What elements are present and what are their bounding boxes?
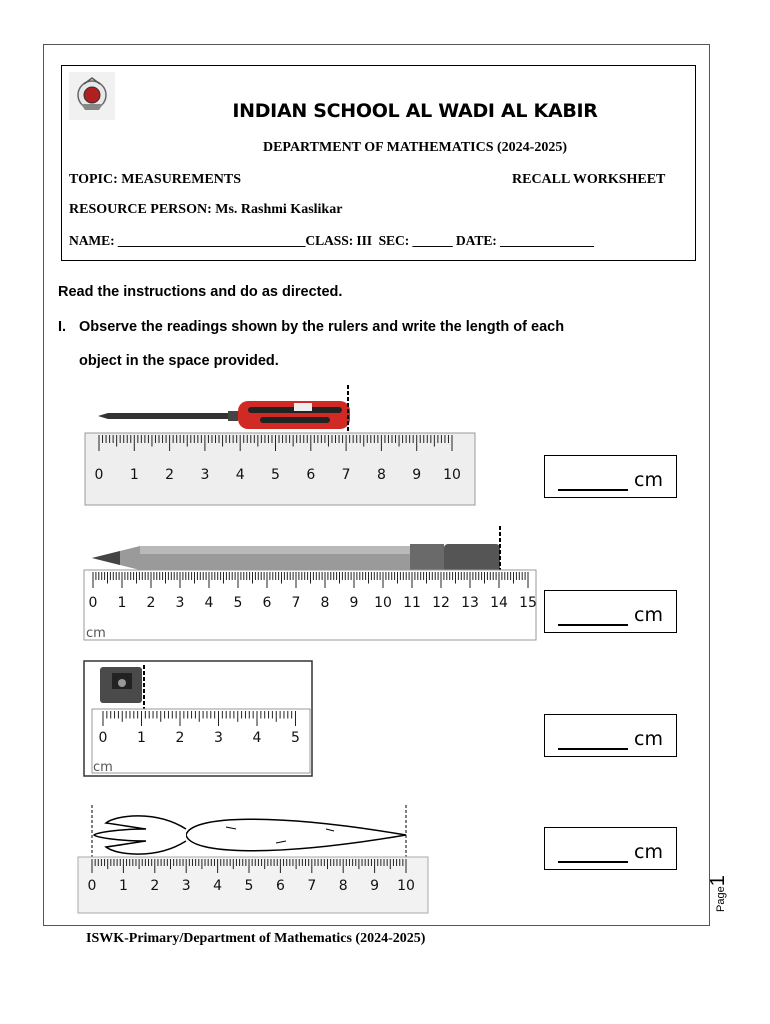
sharpener-figure: [84, 661, 316, 779]
unit-label: cm: [634, 469, 663, 491]
ruler-number: 14: [490, 595, 508, 611]
ruler-number: 8: [320, 595, 330, 611]
ruler-number: 4: [204, 595, 214, 611]
ruler-number: 7: [341, 467, 351, 483]
ruler-number: 5: [244, 878, 254, 894]
ruler-number: 0: [98, 730, 108, 746]
answer-box-1[interactable]: [544, 455, 677, 498]
screwdriver-icon: [98, 401, 350, 429]
ruler-number: 10: [443, 467, 461, 483]
ruler-number: 4: [213, 878, 223, 894]
ruler-number: 13: [461, 595, 479, 611]
topic-label: TOPIC: MEASUREMENTS: [69, 172, 242, 187]
ruler-number: 15: [519, 595, 537, 611]
carrot-icon: [94, 816, 406, 854]
department-title: DEPARTMENT OF MATHEMATICS (2024-2025): [262, 140, 567, 155]
ruler-number: 0: [88, 595, 98, 611]
worksheet-label: RECALL WORKSHEET: [512, 172, 666, 187]
page-label: Page: [715, 886, 727, 912]
question-number: I.: [58, 319, 67, 335]
school-title: INDIAN SCHOOL AL WADI AL KABIR: [232, 100, 598, 122]
ruler-number: 1: [129, 467, 139, 483]
pencil-icon: [92, 544, 500, 572]
unit-label: cm: [634, 728, 663, 750]
answer-box-3[interactable]: [544, 714, 677, 757]
answer-box-4[interactable]: [544, 827, 677, 870]
ruler-number: 0: [87, 878, 97, 894]
ruler-number: 11: [403, 595, 421, 611]
ruler-number: 0: [94, 467, 104, 483]
footer: ISWK-Primary/Department of Mathematics (2024-2025): [86, 931, 426, 946]
ruler-number: 10: [374, 595, 392, 611]
ruler-number: 9: [412, 467, 422, 483]
ruler-number: 7: [291, 595, 301, 611]
ruler-3-unit: cm: [93, 760, 113, 775]
carrot-figure: [76, 805, 436, 915]
unit-label: cm: [634, 841, 663, 863]
sharpener-icon: [100, 667, 142, 703]
ruler-number: 2: [165, 467, 175, 483]
screwdriver-figure: [80, 385, 480, 510]
ruler-number: 1: [118, 878, 128, 894]
ruler-number: 6: [275, 878, 285, 894]
student-info-line[interactable]: NAME: ____________________________CLASS: III SEC: ______ DATE: ______________: [69, 233, 594, 248]
ruler-number: 3: [214, 730, 223, 746]
ruler-number: 12: [432, 595, 450, 611]
pencil-figure: [80, 526, 540, 641]
ruler-number: 8: [338, 878, 348, 894]
ruler-number: 5: [271, 467, 280, 483]
page-number: [707, 875, 730, 912]
ruler-number: 7: [307, 878, 317, 894]
ruler-number: 3: [200, 467, 210, 483]
question-text-line2: object in the space provided.: [79, 353, 279, 369]
unit-label: cm: [634, 604, 663, 626]
question-text-line1: Observe the readings shown by the rulers and write the length of each: [79, 319, 565, 335]
ruler-number: 2: [150, 878, 160, 894]
ruler-number: 9: [349, 595, 359, 611]
ruler-number: 4: [235, 467, 245, 483]
ruler-number: 3: [175, 595, 185, 611]
ruler-number: 10: [397, 878, 415, 894]
ruler-number: 5: [291, 730, 300, 746]
ruler-number: 1: [137, 730, 146, 746]
ruler-number: 2: [146, 595, 156, 611]
ruler-number: 8: [376, 467, 386, 483]
ruler-number: 6: [262, 595, 272, 611]
instructions: Read the instructions and do as directed.: [58, 284, 343, 300]
ruler-number: 9: [370, 878, 380, 894]
resource-person: RESOURCE PERSON: Ms. Rashmi Kaslikar: [69, 202, 343, 217]
ruler-number: 2: [175, 730, 185, 746]
ruler-number: 5: [233, 595, 243, 611]
ruler-number: 3: [181, 878, 191, 894]
ruler-number: 4: [252, 730, 262, 746]
ruler-2-unit: cm: [86, 626, 106, 641]
page-number-value: 1: [707, 875, 729, 887]
answer-box-2[interactable]: [544, 590, 677, 633]
ruler-number: 6: [306, 467, 316, 483]
ruler-number: 1: [117, 595, 127, 611]
header-box: [61, 65, 696, 261]
